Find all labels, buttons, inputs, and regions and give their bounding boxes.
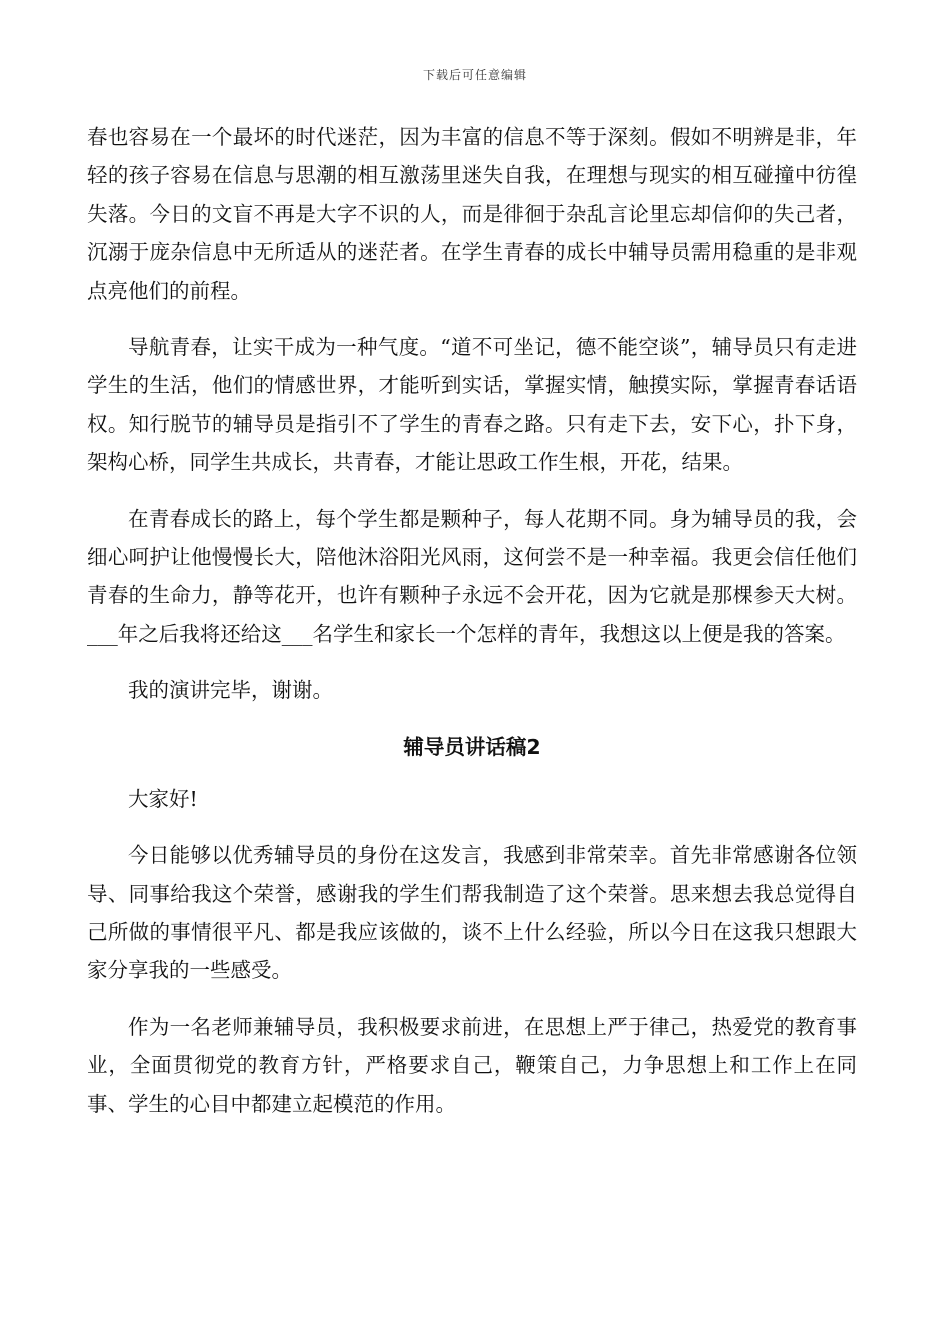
paragraph: 作为一名老师兼辅导员，我积极要求前进，在思想上严于律己，热爱党的教育事业，全面贯彻党的教育方针，严格要求自己，鞭策自己，力争思想上和工作上在同事、学生的心目中都建立起模范的作用。 <box>87 1014 857 1116</box>
section-title: 辅导员讲话稿2 <box>403 734 541 759</box>
document-body <box>87 118 857 1141</box>
paragraph: 在青春成长的路上，每个学生都是颗种子，每人花期不同。身为辅导员的我，会细心呵护让他慢慢长大，陪他沐浴阳光风雨，这何尝不是一种幸福。我更会信任他们青春的生命力，静等花开，也许有颗种子永远不会开花，因为它就是那棵参天大树。___年之后我将还给这___名学生和家长一个怎样的青年，我想这以上便是我的答案。 <box>87 506 857 646</box>
page-header: 下载后可任意编辑 <box>422 68 527 82</box>
paragraph: 导航青春，让实干成为一种气度。“道不可坐记，德不能空谈”，辅导员只有走进学生的生活，他们的情感世界，才能听到实话，掌握实情，触摸实际，掌握青春话语权。知行脱节的辅导员是指引不了学生的青春之路。只有走下去，安下心，扑下身，架构心桥，同学生共成长，共青春，才能让思政工作生根，开花，结果。 <box>87 335 857 475</box>
closing-line: 我的演讲完毕，谢谢。 <box>128 678 333 703</box>
greeting: 大家好! <box>128 786 198 811</box>
paragraph-continuation: 春也容易在一个最坏的时代迷茫，因为丰富的信息不等于深刻。假如不明辨是非，年轻的孩子容易在信息与思潮的相互激荡里迷失自我，在理想与现实的相互碰撞中彷徨失落。今日的文盲不再是大字不识的人，而是徘徊于杂乱言论里忘却信仰的失己者，沉溺于庞杂信息中无所适从的迷茫者。在学生青春的成长中辅导员需用稳重的是非观点亮他们的前程。 <box>87 125 857 303</box>
paragraph: 今日能够以优秀辅导员的身份在这发言，我感到非常荣幸。首先非常感谢各位领导、同事给我这个荣誉，感谢我的学生们帮我制造了这个荣誉。思来想去我总觉得自己所做的事情很平凡、都是我应该做的，谈不上什么经验，所以今日在这我只想跟大家分享我的一些感受。 <box>87 843 857 983</box>
